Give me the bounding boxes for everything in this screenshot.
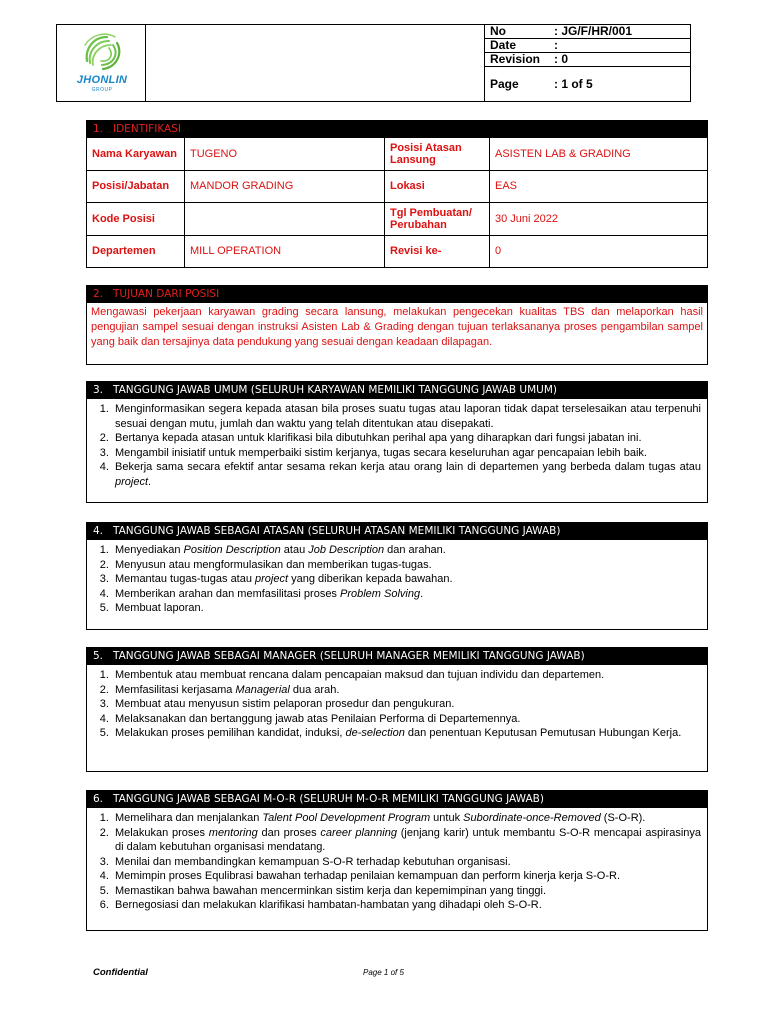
- list-item: 2. Melakukan proses mentoring dan proses career planning (jenjang karir) untuk membantu S-O-R mencapai aspirasinya di dalam kebutuhan organisasi mendatang.: [112, 826, 701, 855]
- list-item: 2. Memfasilitasi kerjasama Managerial dua arah.: [112, 683, 701, 698]
- list-item: 1. Menginformasikan segera kepada atasan bila proses suatu tugas atau laporan tidak dapat terselesaikan atau terpenuhi sesuai dengan mutu, jumlah dan waktu yang telah ditentukan atau disepakati.: [112, 402, 701, 431]
- list-item: 1. Memelihara dan menjalankan Talent Pool Development Program untuk Subordinate-once-Removed (S-O-R).: [112, 811, 701, 826]
- list-item: 4. Memberikan arahan dan memfasilitasi proses Problem Solving.: [112, 587, 701, 602]
- section-tujuan: [86, 285, 708, 365]
- list-item: 3. Memantau tugas-tugas atau project yang diberikan kepada bawahan.: [112, 572, 701, 587]
- responsibility-list: [87, 665, 707, 741]
- section-title: 5. TANGGUNG JAWAB SEBAGAI MANAGER (SELURUH MANAGER MEMILIKI TANGGUNG JAWAB): [87, 648, 707, 665]
- logo-subtext: GROUP: [91, 87, 113, 93]
- section-tanggung-jawab-mor: [86, 790, 708, 931]
- section-identifikasi: [86, 120, 708, 268]
- meta-revision: Revision : 0: [485, 53, 690, 67]
- list-item: 1. Membentuk atau membuat rencana dalam pencapaian maksud dan tujuan individu dan departemen.: [112, 668, 701, 683]
- list-item: 1. Menyediakan Position Description atau Job Description dan arahan.: [112, 543, 701, 558]
- list-item: 6. Bernegosiasi dan melakukan klarifikasi hambatan-hambatan yang dihadapi oleh S-O-R.: [112, 898, 701, 913]
- list-item: 2. Bertanya kepada atasan untuk klarifikasi bila dibutuhkan perihal apa yang diharapkan dari fungsi jabatan ini.: [112, 431, 701, 446]
- section-title: 2. TUJUAN DARI POSISI: [87, 286, 707, 303]
- meta-date: Date :: [485, 39, 690, 53]
- list-item: 5. Melakukan proses pemilihan kandidat, induksi, de-selection dan penentuan Keputusan Pemutusan Hubungan Kerja.: [112, 726, 701, 741]
- list-item: 4. Bekerja sama secara efektif antar sesama rekan kerja atau orang lain di departemen yang berbeda dalam tugas atau project.: [112, 460, 701, 489]
- document-header: [56, 24, 691, 102]
- logo-cell: [57, 25, 146, 101]
- meta-no: No : JG/F/HR/001: [485, 25, 690, 39]
- meta-page: Page : 1 of 5: [490, 77, 593, 91]
- table-row: Departemen MILL OPERATION Revisi ke- 0: [87, 235, 707, 267]
- list-item: 4. Memimpin proses Equlibrasi bawahan terhadap penilaian kemampuan dan perform kinerja kerja S-O-R.: [112, 869, 701, 884]
- logo-text: JHONLIN: [76, 74, 128, 86]
- confidential-label: Confidential: [93, 967, 148, 978]
- responsibility-list: [87, 808, 707, 913]
- table-row: Kode Posisi Tgl Pembuatan/ Perubahan 30 Juni 2022: [87, 202, 707, 235]
- list-item: 5. Memastikan bahwa bawahan mencerminkan sistim kerja dan kepemimpinan yang tinggi.: [112, 884, 701, 899]
- document-meta: [484, 25, 690, 101]
- responsibility-list: [87, 540, 707, 616]
- purpose-text: Mengawasi pekerjaan karyawan grading secara lansung, melakukan pengecekan kualitas TBS dan melaporkan hasil pengujian sampel sesuai dengan instruksi Asisten Lab & Grading dengan tujuan terlaksananya proses pengambilan sampel yang baik dan tersajinya data pendukung yang sesuai dengan keadaan dilapagan.: [91, 306, 703, 348]
- jhonlin-logo-icon: [79, 31, 125, 75]
- table-row: Posisi/Jabatan MANDOR GRADING Lokasi EAS: [87, 170, 707, 202]
- section-title: 3. TANGGUNG JAWAB UMUM (SELURUH KARYAWAN MEMILIKI TANGGUNG JAWAB UMUM): [87, 382, 707, 399]
- list-item: 5. Membuat laporan.: [112, 601, 701, 616]
- page-number: Page 1 of 5: [363, 968, 404, 977]
- identification-table: [87, 138, 707, 267]
- list-item: 3. Membuat atau menyusun sistim pelaporan prosedur dan pengukuran.: [112, 697, 701, 712]
- section-tanggung-jawab-umum: [86, 381, 708, 503]
- responsibility-list: [87, 399, 707, 489]
- list-item: 4. Melaksanakan dan bertanggung jawab atas Penilaian Performa di Departemennya.: [112, 712, 701, 727]
- section-tanggung-jawab-manager: [86, 647, 708, 772]
- list-item: 2. Menyusun atau mengformulasikan dan memberikan tugas-tugas.: [112, 558, 701, 573]
- section-tanggung-jawab-atasan: [86, 522, 708, 630]
- section-title: 1. IDENTIFIKASI: [87, 121, 707, 138]
- table-row: Nama Karyawan TUGENO Posisi Atasan Lansung ASISTEN LAB & GRADING: [87, 138, 707, 170]
- section-title: 4. TANGGUNG JAWAB SEBAGAI ATASAN (SELURUH ATASAN MEMILIKI TANGGUNG JAWAB): [87, 523, 707, 540]
- list-item: 3. Mengambil inisiatif untuk memperbaiki sistim kerjanya, tugas secara keseluruhan agar pencapaian lebih baik.: [112, 446, 701, 461]
- section-title: 6. TANGGUNG JAWAB SEBAGAI M-O-R (SELURUH M-O-R MEMILIKI TANGGUNG JAWAB): [87, 791, 707, 808]
- list-item: 3. Menilai dan membandingkan kemampuan S-O-R terhadap kebutuhan organisasi.: [112, 855, 701, 870]
